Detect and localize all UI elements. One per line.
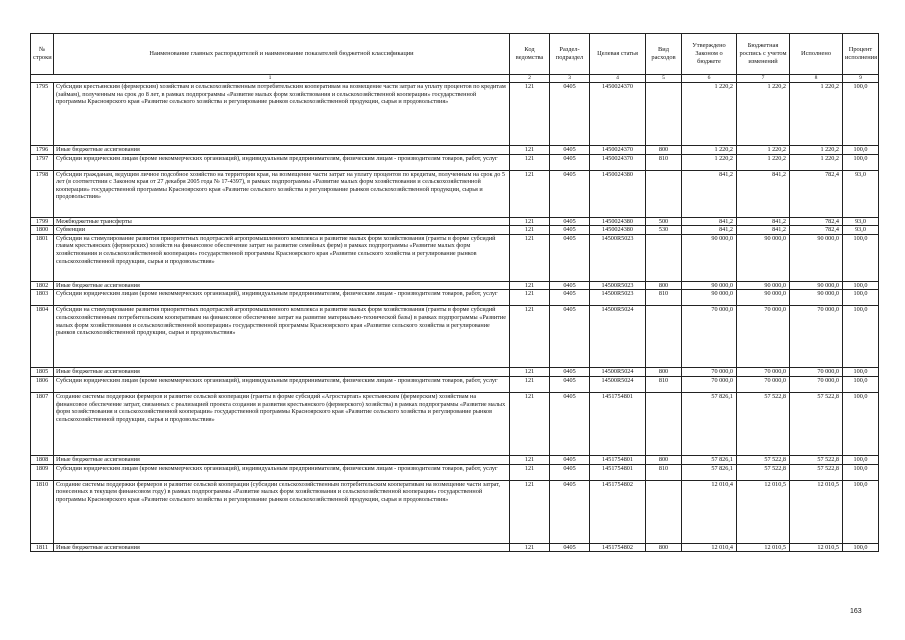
- row-ved: 121: [510, 290, 550, 306]
- row-utv: 57 826,1: [682, 464, 737, 480]
- row-name: Иные бюджетные ассигнования: [54, 281, 510, 290]
- row-name: Субсидии гражданам, ведущим личное подсобное хозяйство на территории края, на возмещение части затрат на уплату процентов по кредитам, полученным на срок до 5 лет (в соответствии с Законом края от 27 декабря 2005 года № 17-4397), в рамках подпрограммы «Развитие малых форм хозяйствования и сельскохозяйственной кооперации» государственной программы Красноярского края «Развитие сельского хозяйства и регулирование рынков сельскохозяйственной продукции, сырья и продовольствия»: [54, 170, 510, 217]
- row-cst: 1450024370: [590, 146, 646, 155]
- table-row: [31, 281, 879, 290]
- row-ved: 121: [510, 480, 550, 543]
- table-row: [31, 543, 879, 552]
- row-num: 1804: [31, 306, 54, 368]
- row-cst: 14500R5023: [590, 290, 646, 306]
- row-rosp: 70 000,0: [737, 306, 790, 368]
- row-cst: 1450024380: [590, 170, 646, 217]
- row-isp: 782,4: [790, 226, 843, 235]
- row-cst: 14500R5024: [590, 306, 646, 368]
- row-rosp: 1 220,2: [737, 83, 790, 146]
- row-utv: 841,2: [682, 217, 737, 226]
- row-num: 1811: [31, 543, 54, 552]
- table-row: [31, 226, 879, 235]
- row-vid: [646, 480, 682, 543]
- table-row: [31, 455, 879, 464]
- row-cst: 1451754802: [590, 543, 646, 552]
- col-index-9: 9: [843, 75, 879, 83]
- row-num: 1799: [31, 217, 54, 226]
- row-rosp: 841,2: [737, 217, 790, 226]
- row-isp: 782,4: [790, 217, 843, 226]
- row-name: Межбюджетные трансферты: [54, 217, 510, 226]
- row-vid: 530: [646, 226, 682, 235]
- row-cst: 14500R5024: [590, 368, 646, 377]
- row-utv: 90 000,0: [682, 281, 737, 290]
- row-vid: [646, 234, 682, 281]
- row-ved: 121: [510, 376, 550, 392]
- row-cst: 1451754801: [590, 392, 646, 455]
- table-row: [31, 290, 879, 306]
- row-pct: 100,0: [843, 368, 879, 377]
- row-isp: 57 522,8: [790, 392, 843, 455]
- row-ved: 121: [510, 154, 550, 170]
- row-num: 1806: [31, 376, 54, 392]
- row-rosp: 841,2: [737, 226, 790, 235]
- row-ved: 121: [510, 83, 550, 146]
- row-vid: [646, 170, 682, 217]
- row-num: 1795: [31, 83, 54, 146]
- row-vid: 810: [646, 464, 682, 480]
- row-utv: 1 220,2: [682, 146, 737, 155]
- row-pct: 100,0: [843, 281, 879, 290]
- row-utv: 1 220,2: [682, 83, 737, 146]
- row-rosp: 1 220,2: [737, 146, 790, 155]
- row-num: 1805: [31, 368, 54, 377]
- row-vid: [646, 392, 682, 455]
- row-razdel: 0405: [550, 543, 590, 552]
- row-num: 1801: [31, 234, 54, 281]
- row-razdel: 0405: [550, 83, 590, 146]
- row-rosp: 57 522,8: [737, 455, 790, 464]
- header-row: [31, 34, 879, 75]
- header-name: Наименование главных распорядителей и наименование показателей бюджетной классификации: [54, 34, 510, 75]
- row-pct: 100,0: [843, 290, 879, 306]
- col-index-3: 3: [550, 75, 590, 83]
- table-row: [31, 306, 879, 368]
- row-cst: 1450024380: [590, 217, 646, 226]
- row-utv: 57 826,1: [682, 392, 737, 455]
- row-isp: 782,4: [790, 170, 843, 217]
- col-index-5: 5: [646, 75, 682, 83]
- row-utv: 841,2: [682, 226, 737, 235]
- row-razdel: 0405: [550, 234, 590, 281]
- row-vid: 800: [646, 146, 682, 155]
- row-name: Субвенции: [54, 226, 510, 235]
- row-num: 1802: [31, 281, 54, 290]
- row-cst: 14500R5024: [590, 376, 646, 392]
- row-pct: 100,0: [843, 234, 879, 281]
- row-vid: 800: [646, 543, 682, 552]
- row-vid: [646, 83, 682, 146]
- row-utv: 1 220,2: [682, 154, 737, 170]
- col-index-2: 2: [510, 75, 550, 83]
- row-num: 1796: [31, 146, 54, 155]
- row-vid: 500: [646, 217, 682, 226]
- table-row: [31, 368, 879, 377]
- row-isp: 12 010,5: [790, 543, 843, 552]
- row-isp: 70 000,0: [790, 368, 843, 377]
- row-isp: 12 010,5: [790, 480, 843, 543]
- column-index-row: [31, 75, 879, 83]
- table-row: [31, 217, 879, 226]
- table-row: [31, 170, 879, 217]
- row-razdel: 0405: [550, 290, 590, 306]
- row-razdel: 0405: [550, 226, 590, 235]
- row-isp: 70 000,0: [790, 306, 843, 368]
- table-row: [31, 480, 879, 543]
- row-pct: 100,0: [843, 480, 879, 543]
- row-ved: 121: [510, 281, 550, 290]
- row-num: 1808: [31, 455, 54, 464]
- header-rosp: Бюджетная роспись с учетом изменений: [737, 34, 790, 75]
- row-cst: 14500R5023: [590, 281, 646, 290]
- row-razdel: 0405: [550, 368, 590, 377]
- row-razdel: 0405: [550, 281, 590, 290]
- col-index-7: 7: [737, 75, 790, 83]
- row-isp: 57 522,8: [790, 455, 843, 464]
- row-cst: 1450024380: [590, 226, 646, 235]
- row-razdel: 0405: [550, 455, 590, 464]
- row-pct: 100,0: [843, 455, 879, 464]
- row-isp: 57 522,8: [790, 464, 843, 480]
- row-utv: 70 000,0: [682, 376, 737, 392]
- row-razdel: 0405: [550, 392, 590, 455]
- row-name: Иные бюджетные ассигнования: [54, 368, 510, 377]
- row-rosp: 57 522,8: [737, 464, 790, 480]
- row-cst: 1451754802: [590, 480, 646, 543]
- row-cst: 1450024370: [590, 154, 646, 170]
- row-vid: 810: [646, 290, 682, 306]
- row-pct: 100,0: [843, 146, 879, 155]
- table-row: [31, 376, 879, 392]
- row-ved: 121: [510, 217, 550, 226]
- row-ved: 121: [510, 543, 550, 552]
- row-ved: 121: [510, 234, 550, 281]
- row-razdel: 0405: [550, 480, 590, 543]
- col-index-4: 4: [590, 75, 646, 83]
- row-razdel: 0405: [550, 170, 590, 217]
- row-pct: 93,0: [843, 217, 879, 226]
- row-isp: 90 000,0: [790, 234, 843, 281]
- row-rosp: 1 220,2: [737, 154, 790, 170]
- header-isp: Исполнено: [790, 34, 843, 75]
- row-pct: 100,0: [843, 306, 879, 368]
- row-pct: 93,0: [843, 226, 879, 235]
- row-pct: 100,0: [843, 83, 879, 146]
- table-row: [31, 392, 879, 455]
- row-pct: 100,0: [843, 464, 879, 480]
- row-name: Создание системы поддержки фермеров и развитие сельской кооперации (гранты в форме субсидий «Агростартап» крестьянским (фермерским) хозяйствам на финансовое обеспечение затрат, связанных с реализацией проекта создания и развития крестьянского (фермерского) хозяйства) в рамках подпрограммы «Развитие малых форм хозяйствования и сельскохозяйственной кооперации» государственной программы Красноярского края «Развитие сельского хозяйства и регулирование рынков сельскохозяйственной продукции, сырья и продовольствия»: [54, 392, 510, 455]
- row-num: 1800: [31, 226, 54, 235]
- row-pct: 100,0: [843, 543, 879, 552]
- row-pct: 100,0: [843, 376, 879, 392]
- row-vid: 800: [646, 281, 682, 290]
- page-number: 163: [850, 608, 862, 615]
- col-index-6: 6: [682, 75, 737, 83]
- row-isp: 90 000,0: [790, 290, 843, 306]
- row-num: 1797: [31, 154, 54, 170]
- row-num: 1810: [31, 480, 54, 543]
- row-cst: 1451754801: [590, 464, 646, 480]
- row-num: 1798: [31, 170, 54, 217]
- row-pct: 100,0: [843, 154, 879, 170]
- row-vid: 810: [646, 154, 682, 170]
- row-vid: [646, 306, 682, 368]
- row-cst: 14500R5023: [590, 234, 646, 281]
- table-row: [31, 146, 879, 155]
- row-ved: 121: [510, 455, 550, 464]
- row-name: Субсидии юридическим лицам (кроме некоммерческих организаций), индивидуальным предпринимателям, физическим лицам - производителям товаров, работ, услуг: [54, 290, 510, 306]
- budget-table: [30, 33, 879, 552]
- row-name: Субсидии юридическим лицам (кроме некоммерческих организаций), индивидуальным предпринимателям, физическим лицам - производителям товаров, работ, услуг: [54, 376, 510, 392]
- row-pct: 93,0: [843, 170, 879, 217]
- row-num: 1809: [31, 464, 54, 480]
- row-name: Иные бюджетные ассигнования: [54, 543, 510, 552]
- row-ved: 121: [510, 464, 550, 480]
- row-rosp: 57 522,8: [737, 392, 790, 455]
- row-razdel: 0405: [550, 154, 590, 170]
- header-razdel: Раздел-подраздел: [550, 34, 590, 75]
- row-ved: 121: [510, 226, 550, 235]
- row-name: Иные бюджетные ассигнования: [54, 146, 510, 155]
- row-ved: 121: [510, 146, 550, 155]
- row-utv: 12 010,4: [682, 543, 737, 552]
- row-ved: 121: [510, 392, 550, 455]
- row-razdel: 0405: [550, 464, 590, 480]
- row-utv: 70 000,0: [682, 306, 737, 368]
- row-utv: 70 000,0: [682, 368, 737, 377]
- row-vid: 800: [646, 455, 682, 464]
- row-ved: 121: [510, 368, 550, 377]
- table-row: [31, 154, 879, 170]
- row-rosp: 90 000,0: [737, 290, 790, 306]
- col-index-8: 8: [790, 75, 843, 83]
- header-ved: Код ведомства: [510, 34, 550, 75]
- row-utv: 12 010,4: [682, 480, 737, 543]
- row-utv: 57 826,1: [682, 455, 737, 464]
- row-rosp: 70 000,0: [737, 376, 790, 392]
- row-ved: 121: [510, 170, 550, 217]
- row-isp: 90 000,0: [790, 281, 843, 290]
- row-cst: 1451754801: [590, 455, 646, 464]
- row-ved: 121: [510, 306, 550, 368]
- row-rosp: 12 010,5: [737, 480, 790, 543]
- row-num: 1807: [31, 392, 54, 455]
- row-rosp: 841,2: [737, 170, 790, 217]
- row-rosp: 12 010,5: [737, 543, 790, 552]
- row-razdel: 0405: [550, 146, 590, 155]
- row-rosp: 70 000,0: [737, 368, 790, 377]
- table-body: [31, 83, 879, 552]
- row-name: Субсидии на стимулирование развития приоритетных подотраслей агропромышленного комплекса и развитие малых форм хозяйствования (гранты в форме субсидий сельскохозяйственным потребительским кооперативам на финансовое обеспечение затрат на развитие материально-технической базы) в рамках подпрограммы «Развитие малых форм хозяйствования и сельскохозяйственной кооперации» государственной программы Красноярского края «Развитие сельского хозяйства и регулирование рынков сельскохозяйственной продукции, сырья и продовольствия»: [54, 306, 510, 368]
- row-razdel: 0405: [550, 376, 590, 392]
- row-razdel: 0405: [550, 306, 590, 368]
- row-utv: 90 000,0: [682, 290, 737, 306]
- table-row: [31, 464, 879, 480]
- row-isp: 1 220,2: [790, 154, 843, 170]
- row-name: Иные бюджетные ассигнования: [54, 455, 510, 464]
- row-rosp: 90 000,0: [737, 234, 790, 281]
- row-pct: 100,0: [843, 392, 879, 455]
- row-utv: 841,2: [682, 170, 737, 217]
- row-isp: 1 220,2: [790, 83, 843, 146]
- header-vid: Вид расходов: [646, 34, 682, 75]
- row-cst: 1450024370: [590, 83, 646, 146]
- row-utv: 90 000,0: [682, 234, 737, 281]
- row-isp: 1 220,2: [790, 146, 843, 155]
- row-name: Субсидии крестьянским (фермерским) хозяйствам и сельскохозяйственным потребительским кооперативам на возмещение части затрат на уплату процентов по кредитам (займам), полученным на срок до 8 лет, в рамках подпрограммы «Развитие малых форм хозяйствования и сельскохозяйственной кооперации» государственной программы Красноярского края «Развитие сельского хозяйства и регулирование рынков сельскохозяйственной продукции, сырья и продовольствия»: [54, 83, 510, 146]
- header-pct: Процент исполнения: [843, 34, 879, 75]
- row-vid: 800: [646, 368, 682, 377]
- col-index-1: 1: [31, 75, 510, 83]
- table-row: [31, 83, 879, 146]
- header-cst: Целевая статья: [590, 34, 646, 75]
- row-isp: 70 000,0: [790, 376, 843, 392]
- row-name: Субсидии юридическим лицам (кроме некоммерческих организаций), индивидуальным предпринимателям, физическим лицам - производителям товаров, работ, услуг: [54, 464, 510, 480]
- row-rosp: 90 000,0: [737, 281, 790, 290]
- row-name: Субсидии юридическим лицам (кроме некоммерческих организаций), индивидуальным предпринимателям, физическим лицам - производителям товаров, работ, услуг: [54, 154, 510, 170]
- header-num: № строки: [31, 34, 54, 75]
- table-row: [31, 234, 879, 281]
- row-vid: 810: [646, 376, 682, 392]
- row-razdel: 0405: [550, 217, 590, 226]
- row-name: Создание системы поддержки фермеров и развитие сельской кооперации (субсидии сельскохозяйственным потребительским кооперативам на возмещение части затрат, понесенных в текущем финансовом году) в рамках подпрограммы «Развитие малых форм хозяйствования и сельскохозяйственной кооперации» государственной программы Красноярского края «Развитие сельского хозяйства и регулирование рынков сельскохозяйственной продукции, сырья и продовольствия»: [54, 480, 510, 543]
- row-name: Субсидии на стимулирование развития приоритетных подотраслей агропромышленного комплекса и развитие малых форм хозяйствования (гранты в форме субсидий главам крестьянских (фермерских) хозяйств на финансовое обеспечение затрат на развитие семейных ферм) в рамках подпрограммы «Развитие малых форм хозяйствования и сельскохозяйственной кооперации» государственной программы Красноярского края «Развитие сельского хозяйства и регулирование рынков сельскохозяйственной продукции, сырья и продовольствия»: [54, 234, 510, 281]
- header-utv: Утверждено Законом о бюджете: [682, 34, 737, 75]
- row-num: 1803: [31, 290, 54, 306]
